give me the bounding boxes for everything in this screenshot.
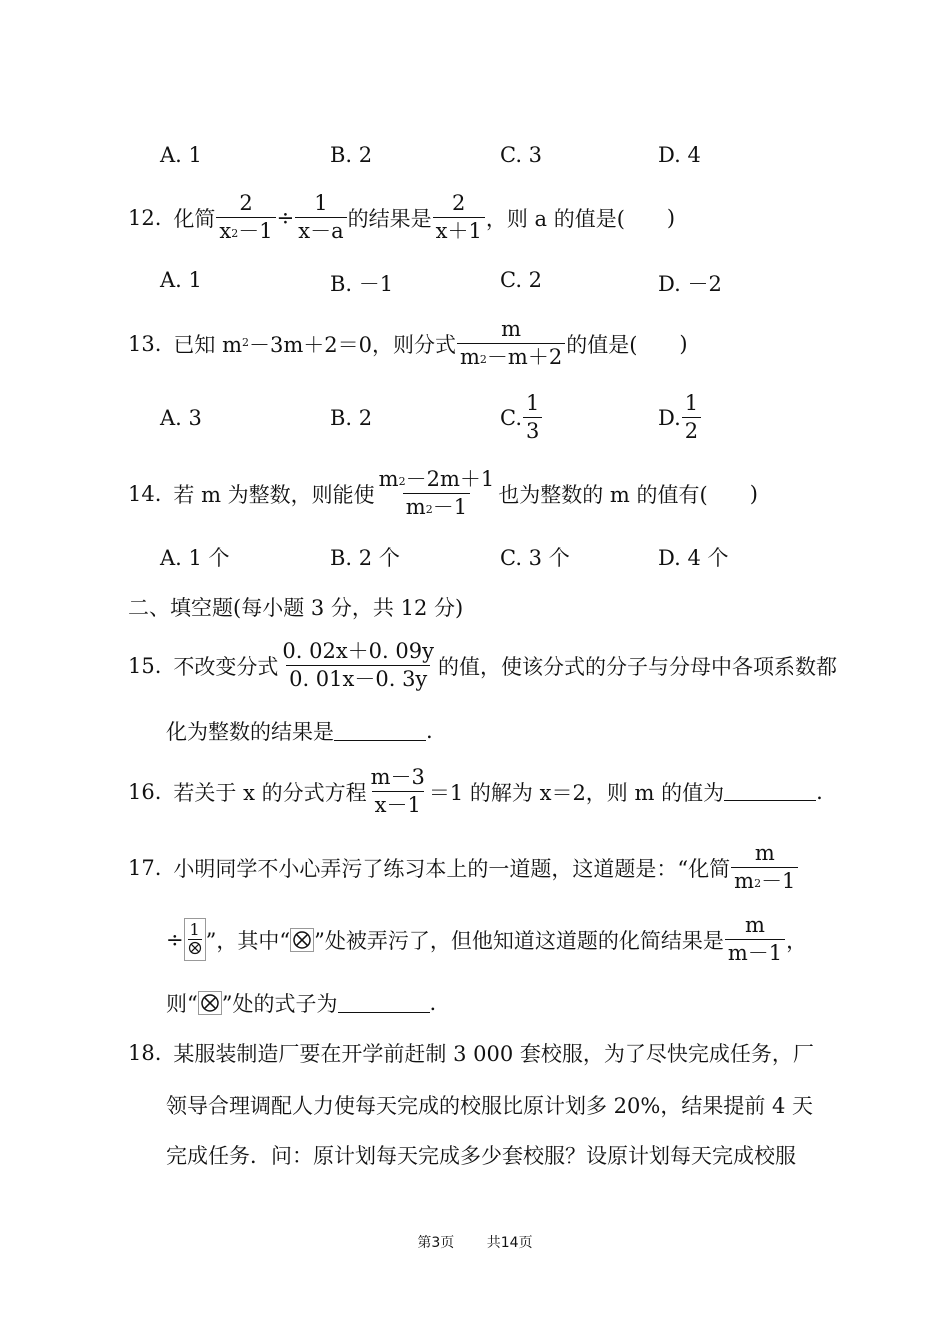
q17-divide-sign: ÷ xyxy=(166,927,184,952)
otimes-icon xyxy=(198,991,222,1015)
q12-mid-text: 的结果是 xyxy=(347,206,432,231)
q12-close-paren: ) xyxy=(666,205,676,230)
q11-option-b: B. 2 xyxy=(330,143,373,167)
q17-fraction-1: $\frac{m}{m2-1}$ xyxy=(731,842,798,893)
question-16: 16. 若关于 x 的分式方程 $\frac{m-3}{x-1}$ ＝1 的解为 x＝2，则 m 的值为 . xyxy=(128,765,823,818)
q17-smudged-fraction: 1 xyxy=(184,918,206,961)
q13-options xyxy=(0,392,950,446)
q18-line-1: 某服装制造厂要在开学前赶制 3 000 套校服，为了尽快完成任务，厂 xyxy=(173,1042,814,1066)
q13-option-d: D. $\frac{1}{2}$ xyxy=(658,392,702,443)
question-18-line-3: 完成任务．问：原计划每天完成多少套校服？设原计划每天完成校服 xyxy=(166,1144,796,1168)
question-17 xyxy=(128,842,799,893)
q14-option-c: C. 3 个 xyxy=(500,546,570,570)
question-14 xyxy=(128,468,758,519)
q12-option-b: B. －1 xyxy=(330,272,394,296)
q14-suffix: 也为整数的 m 的值有( xyxy=(498,482,708,507)
q14-fraction: $\frac{m2-2m+1}{m2-1}$ xyxy=(378,467,495,520)
q13-option-b: B. 2 xyxy=(330,406,373,430)
q13-suffix: 的值是( xyxy=(566,332,638,357)
q12-number: 12. xyxy=(128,205,162,230)
q12-prefix: 化简 xyxy=(173,206,216,231)
question-18-line-2: 领导合理调配人力使每天完成的校服比原计划多 20%，结果提前 4 天 xyxy=(166,1094,814,1118)
page-footer xyxy=(0,1232,950,1252)
q12-options xyxy=(0,268,950,308)
q18-number: 18. xyxy=(128,1041,162,1065)
q13-exponent: 2 xyxy=(242,336,249,350)
q14-number: 14. xyxy=(128,481,162,506)
q14-prefix: 若 m 为整数，则能使 xyxy=(173,482,375,507)
q11-option-a: A. 1 xyxy=(160,143,202,167)
page-number: 第3页 xyxy=(417,1235,455,1251)
question-15-line-2: 化为整数的结果是 . xyxy=(166,719,433,744)
q11-option-c: C. 3 xyxy=(500,143,543,167)
q11-option-d: D. 4 xyxy=(658,143,701,167)
q15-number: 15. xyxy=(128,653,162,678)
q13-prefix: 已知 m xyxy=(173,332,242,357)
q13-option-c: C. $\frac{1}{3}$ xyxy=(500,392,543,443)
q17-answer-blank xyxy=(338,994,430,1013)
q13-number: 13. xyxy=(128,331,162,356)
q14-option-b: B. 2 个 xyxy=(330,546,400,570)
otimes-icon xyxy=(290,928,314,952)
question-17-line-2: ÷ 1 ”，其中“ ”处被弄污了，但他知道这道题的化简结果是 $\frac{m}{m-1}$ ， xyxy=(166,913,808,966)
q12-fraction-3: $\frac{2}{x+1}$ xyxy=(433,192,485,243)
q14-option-a: A. 1 个 xyxy=(160,546,230,570)
question-18 xyxy=(128,1038,814,1068)
q16-suffix: ＝1 的解为 x＝2，则 m 的值为 xyxy=(428,780,725,805)
q12-option-a: A. 1 xyxy=(160,268,202,292)
question-15 xyxy=(128,640,837,691)
q11-options xyxy=(0,143,950,183)
q13-close-paren: ) xyxy=(679,331,688,356)
page-total: 共14页 xyxy=(486,1235,533,1251)
question-12 xyxy=(128,192,675,243)
q13-fraction: $\frac{m}{m2-m+2}$ xyxy=(457,318,565,369)
q16-number: 16. xyxy=(128,779,162,804)
q15-fraction: $\frac{0. 02x+0. 09y}{0. 01x-0. 3y}$ xyxy=(282,639,434,692)
q12-divide-sign: ÷ xyxy=(276,205,295,230)
q17-line-1: 小明同学不小心弄污了练习本上的一道题，这道题是：“化简 xyxy=(173,856,731,881)
q15-answer-blank xyxy=(334,722,426,741)
q15-suffix: 的值，使该分式的分子与分母中各项系数都 xyxy=(437,654,837,679)
question-13 xyxy=(128,318,688,369)
q16-answer-blank xyxy=(724,782,816,801)
q15-prefix: 不改变分式 xyxy=(173,654,279,679)
q17-fraction-2: $\frac{m}{m-1}$ xyxy=(725,914,785,965)
q14-close-paren: ) xyxy=(749,481,758,506)
question-17-line-3: 则“ ”处的式子为 . xyxy=(166,991,437,1016)
q16-prefix: 若关于 x 的分式方程 xyxy=(173,780,367,805)
q12-fraction-2: $\frac{1}{x-a}$ xyxy=(295,192,346,243)
q12-option-c: C. 2 xyxy=(500,268,543,292)
q17-number: 17. xyxy=(128,855,162,880)
q16-fraction: $\frac{m-3}{x-1}$ xyxy=(370,765,425,818)
section-2-heading: 二、填空题(每小题 3 分，共 12 分) xyxy=(128,596,464,620)
q12-option-d: D. －2 xyxy=(658,272,722,296)
q12-fraction-1: $\frac{2}{x2-1}$ xyxy=(216,192,275,243)
q14-options xyxy=(0,542,950,582)
q13-condition: －3m＋2＝0，则分式 xyxy=(249,332,456,357)
otimes-icon xyxy=(188,939,202,959)
q13-option-a: A. 3 xyxy=(160,406,202,430)
q14-option-d: D. 4 个 xyxy=(658,546,729,570)
q12-suffix: ，则 a 的值是( xyxy=(485,206,625,231)
